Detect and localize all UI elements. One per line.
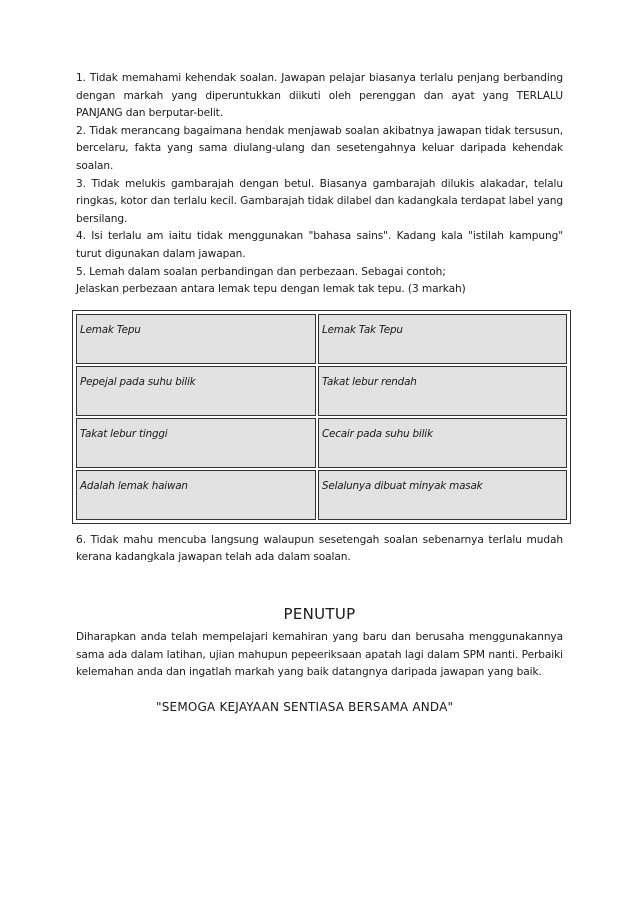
table-cell: Selalunya dibuat minyak masak [318,470,567,520]
section-heading: PENUTUP [283,604,356,623]
paragraph-1: 1. Tidak memahami kehendak soalan. Jawapan pelajar biasanya terlalu penjang berbanding dengan markah yang diperuntukkan diikuti oleh perenggan dan ayat yang TERLALU PANJANG dan berputar-belit. [76,72,563,120]
table-row [75,313,568,365]
paragraph-2: 2. Tidak merancang bagaimana hendak menjawab soalan akibatnya jawapan tidak tersusun, bercelaru, fakta yang sama diulang-ulang dan sesetengahnya keluar daripada kehendak soalan. [76,124,563,172]
table-row [75,469,568,521]
table-cell: Lemak Tak Tepu [318,314,567,364]
paragraph-3: 3. Tidak melukis gambarajah dengan betul. Biasanya gambarajah dilukis alakadar, telalu ringkas, kotor dan terlalu kecil. Gambarajah tidak dilabel dan kadangkala terdapat label yang bersilang. [76,177,563,225]
table-cell: Lemak Tepu [76,314,316,364]
table-cell: Takat lebur tinggi [76,418,316,468]
question-line: Jelaskan perbezaan antara lemak tepu dengan lemak tak tepu. (3 markah) [76,283,466,296]
closing-paragraph: Diharapkan anda telah mempelajari kemahiran yang baru dan berusaha menggunakannya sama ada dalam latihan, ujian mahupun pepeeriksaan apatah lagi dalam SPM nanti. Perbaiki kelemahan anda dan ingatlah markah yang baik datangnya daripada jawapan yang baik. [76,630,563,679]
comparison-table [72,310,571,524]
table-cell: Pepejal pada suhu bilik [76,366,316,416]
table-cell: Takat lebur rendah [318,366,567,416]
table-cell: Cecair pada suhu bilik [318,418,567,468]
closing-slogan: "SEMOGA KEJAYAAN SENTIASA BERSAMA ANDA" [156,699,454,714]
paragraph-6: 6. Tidak mahu mencuba langsung walaupun sesetengah soalan sebenarnya terlalu mudah kerana kadangkala jawapan telah ada dalam soalan. [76,533,563,564]
paragraph-4: 4. Isi terlalu am iaitu tidak menggunakan "bahasa sains". Kadang kala "istilah kampung" turut digunakan dalam jawapan. [76,230,563,260]
table-row [75,365,568,417]
document-page [76,70,563,714]
table-row [75,417,568,469]
paragraph-5: 5. Lemah dalam soalan perbandingan dan perbezaan. Sebagai contoh; [76,265,446,278]
table-cell: Adalah lemak haiwan [76,470,316,520]
